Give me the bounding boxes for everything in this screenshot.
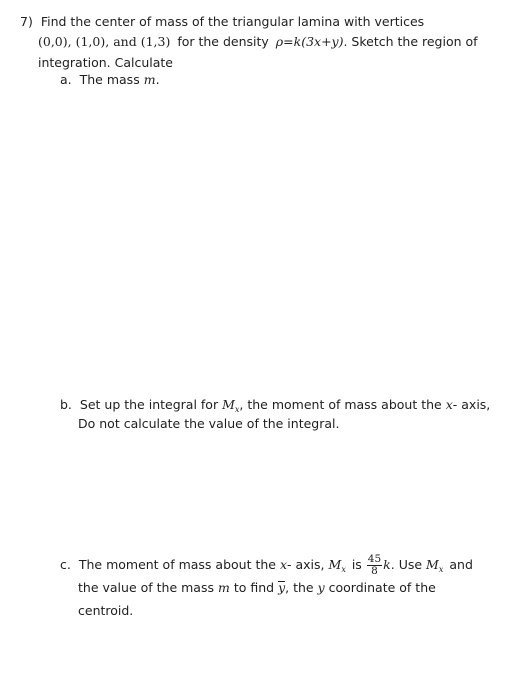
and-word: and bbox=[113, 34, 137, 49]
moment-var-subscript: x bbox=[438, 565, 444, 574]
part-b-line-2 bbox=[78, 416, 339, 432]
axis-var: x bbox=[279, 557, 288, 572]
vertex-2: (1,0), bbox=[75, 34, 110, 49]
part-c-line-2 bbox=[78, 580, 436, 596]
fraction-denominator: 8 bbox=[371, 565, 378, 577]
problem-line-1 bbox=[20, 14, 424, 30]
mass-var: m bbox=[217, 580, 230, 595]
sketch-text: . Sketch the region of bbox=[343, 34, 478, 49]
part-b-text-1: Set up the integral for bbox=[79, 397, 219, 412]
moment-var-subscript: x bbox=[341, 565, 346, 574]
part-c-line-3 bbox=[78, 603, 133, 619]
moment-var-subscript: x bbox=[234, 405, 240, 414]
centroid-text: centroid. bbox=[78, 603, 134, 618]
vertex-1: (0,0), bbox=[38, 34, 72, 49]
part-b-text-3: - axis, bbox=[452, 397, 491, 412]
k-var: k bbox=[383, 557, 391, 572]
problem-line-2 bbox=[38, 34, 478, 50]
part-c-letter: c. bbox=[60, 557, 71, 572]
axis-var: x bbox=[445, 397, 453, 412]
is-word: is bbox=[351, 557, 362, 572]
part-b-text-2: , the moment of mass about the bbox=[239, 397, 442, 412]
part-c-text-1: The moment of mass about the bbox=[78, 557, 276, 572]
rho-symbol: ρ bbox=[275, 34, 284, 49]
problem-number: 7) bbox=[20, 14, 33, 29]
part-b-line-1 bbox=[60, 397, 490, 418]
part-c-line2-c: , the bbox=[285, 580, 314, 595]
calculate-text: integration. Calculate bbox=[38, 55, 173, 70]
part-c-line2-a: the value of the mass bbox=[78, 580, 214, 595]
y-bar-symbol: y bbox=[278, 580, 286, 595]
mass-var: m bbox=[143, 72, 156, 87]
moment-var-letter: M bbox=[426, 557, 439, 572]
part-c-line2-d: coordinate of the bbox=[328, 580, 436, 595]
and-word: and bbox=[449, 557, 473, 572]
moment-var bbox=[426, 557, 443, 572]
moment-var-letter: M bbox=[328, 557, 342, 572]
moment-var-letter: M bbox=[222, 397, 235, 412]
problem-line-3 bbox=[38, 55, 173, 71]
vertex-3: (1,3) bbox=[140, 34, 171, 49]
moment-var bbox=[329, 557, 346, 572]
fraction bbox=[367, 554, 382, 577]
part-a-letter: a. bbox=[60, 72, 72, 87]
part-a bbox=[60, 72, 160, 88]
part-b-letter: b. bbox=[60, 397, 72, 412]
moment-var bbox=[222, 397, 239, 412]
density-expression: =k(3x+y) bbox=[283, 34, 344, 49]
use-text: . Use bbox=[390, 557, 423, 572]
fraction-numerator: 45 bbox=[367, 553, 382, 565]
part-c-line-1 bbox=[60, 554, 473, 578]
part-b-instruction: Do not calculate the value of the integral. bbox=[78, 416, 340, 431]
part-c-line2-b: to find bbox=[233, 580, 275, 595]
part-a-text: The mass bbox=[79, 72, 140, 87]
for-density-text: for the density bbox=[177, 34, 269, 49]
y-var: y bbox=[317, 580, 325, 595]
part-c-text-2: - axis, bbox=[287, 557, 325, 572]
part-a-period: . bbox=[155, 72, 160, 87]
problem-intro: Find the center of mass of the triangular lamina with vertices bbox=[40, 14, 425, 29]
